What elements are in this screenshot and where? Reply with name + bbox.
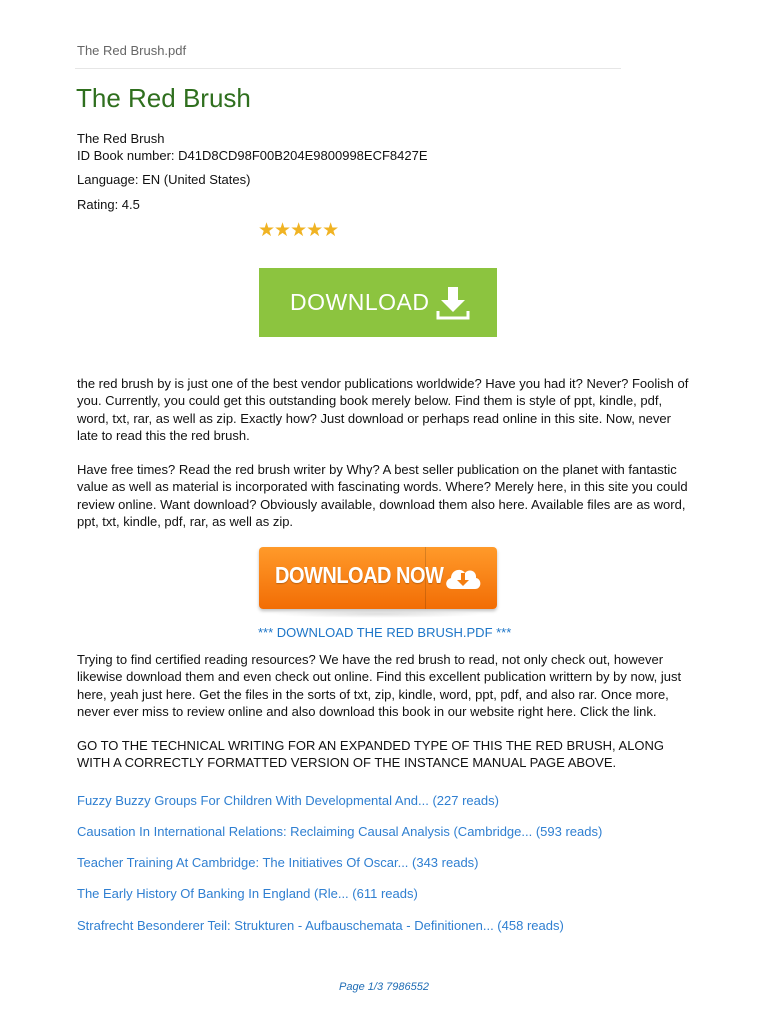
cloud-download-icon: [442, 563, 484, 593]
download-pdf-link[interactable]: *** DOWNLOAD THE RED BRUSH.PDF ***: [258, 625, 512, 640]
paragraph-resources: Trying to find certified reading resources? We have the red brush to read, not only check out, however likewise download them and even check out online. Find this excellent publication writtern by by now, just here, yeah just here. Get the files in the sorts of txt, zip, kindle, word, ppt, pdf, and also rar. Once more, never ever miss to review online and also download this book in our website right here. Click the link.: [77, 652, 682, 719]
book-title: The Red Brush: [77, 131, 165, 146]
download-button-label: DOWNLOAD: [290, 289, 430, 315]
related-book-link[interactable]: Fuzzy Buzzy Groups For Children With Developmental And... (227 reads): [77, 793, 499, 808]
paragraph-intro: the red brush by is just one of the best vendor publications worldwide? Have you had it? Never? Foolish of you. Currently, you could get this outstanding book merely below. Find them is style of ppt, kindle, pdf, word, txt, rar, as well as zip. Exactly how? Just download or perhaps read online in this site. Now, never late to read this the red brush.: [77, 376, 689, 443]
download-now-button[interactable]: [259, 547, 497, 609]
download-now-label: DOWNLOAD NOW: [275, 563, 444, 589]
related-book-link[interactable]: Teacher Training At Cambridge: The Initiatives Of Oscar... (343 reads): [77, 855, 479, 870]
header-divider: [75, 68, 621, 69]
download-button[interactable]: [259, 268, 497, 337]
page-title: The Red Brush: [76, 83, 251, 113]
book-rating: Rating: 4.5: [77, 197, 140, 212]
book-language: Language: EN (United States): [77, 172, 251, 187]
book-id: ID Book number: D41D8CD98F00B204E9800998ECF8427E: [77, 148, 428, 163]
page-footer: Page 1/3 7986552: [339, 981, 429, 993]
button-shadow: [270, 610, 486, 618]
paragraph-technical-writing: GO TO THE TECHNICAL WRITING FOR AN EXPANDED TYPE OF THIS THE RED BRUSH, ALONG WITH A CORRECTLY FORMATTED VERSION OF THE INSTANCE MANUAL PAGE ABOVE.: [77, 738, 665, 771]
related-book-link[interactable]: Causation In International Relations: Reclaiming Causal Analysis (Cambridge... (593 reads): [77, 824, 603, 839]
related-book-link[interactable]: Strafrecht Besonderer Teil: Strukturen - Aufbauschemata - Definitionen... (458 reads): [77, 918, 564, 933]
rating-stars: ★★★★★: [258, 220, 339, 241]
download-arrow-icon: [435, 285, 471, 321]
button-divider: [425, 547, 426, 609]
related-book-link[interactable]: The Early History Of Banking In England (Rle... (611 reads): [77, 886, 418, 901]
document-filename: The Red Brush.pdf: [77, 43, 187, 58]
paragraph-free-times: Have free times? Read the red brush writer by Why? A best seller publication on the planet with fantastic value as well as material is incorporated with fascinating words. Where? Merely here, in this site you could review online. Want download? Obviously available, download them also here. Available files are as word, ppt, txt, kindle, pdf, rar, as well as zip.: [77, 462, 688, 529]
